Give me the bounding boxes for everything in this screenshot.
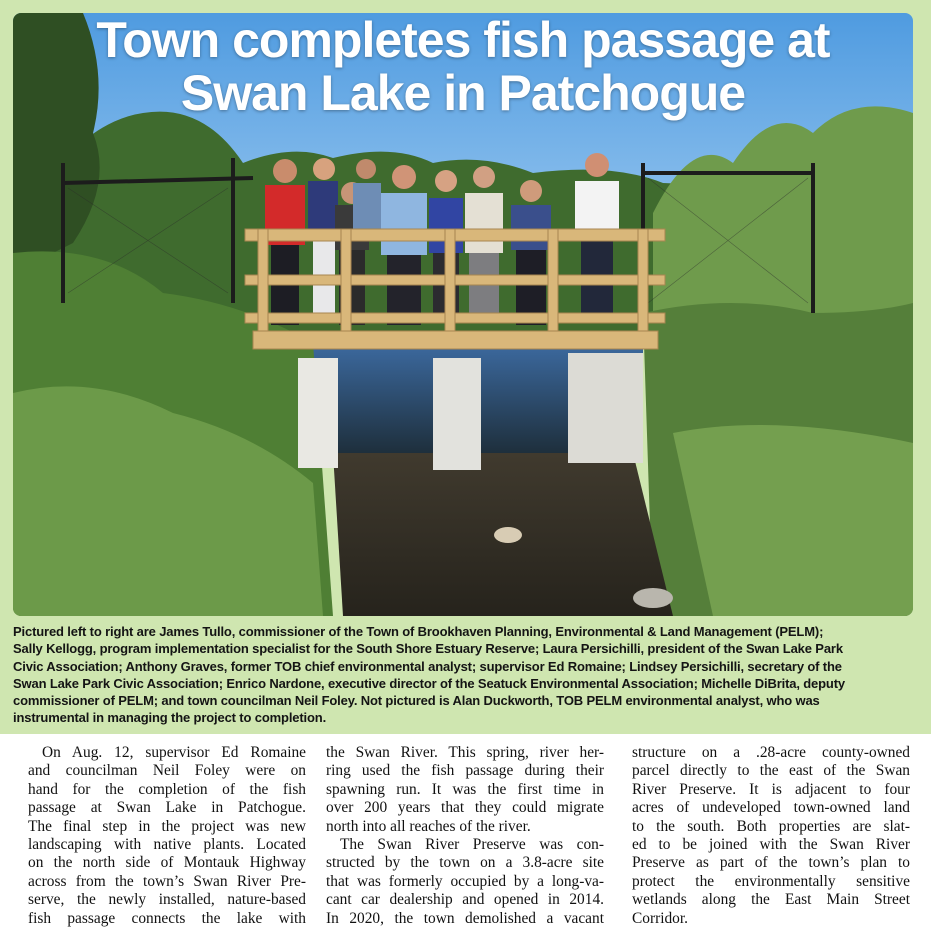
article-line: landscaping with native plants. Located: [28, 836, 306, 854]
article-line: ed to be joined with the Swan River: [632, 836, 910, 854]
article-line: wetlands along the East Main Street: [632, 891, 910, 909]
article-line: spawning run. It was the first time in: [326, 780, 604, 798]
article-line: parcel directly to the east of the Swan: [632, 762, 910, 780]
article-line: The final step in the project was new: [28, 817, 306, 835]
article-line: On Aug. 12, supervisor Ed Romaine: [42, 744, 306, 761]
caption-line: commissioner of PELM; and town councilman Neil Foley. Not pictured is Alan Duckworth, TOB PELM environmental analyst, who was: [13, 693, 820, 709]
article-line: that was formerly occupied by a long-va-: [326, 872, 604, 890]
article-line: Corridor.: [632, 909, 689, 927]
article-line: In 2020, the town demolished a vacant: [326, 909, 604, 927]
caption-line: Civic Association; Anthony Graves, former TOB chief environmental analyst; supervisor Ed Romaine; Lindsey Persichilli, secretary of the: [13, 658, 842, 674]
article-line: passage at Swan Lake in Patchogue.: [28, 799, 306, 817]
article-line: the Swan River. This spring, river her-: [326, 744, 604, 761]
article-line: fish passage connects the lake with: [28, 909, 306, 927]
article-line: ring used the fish passage during their: [326, 762, 604, 780]
article-line: acres of undeveloped town-owned land: [632, 799, 910, 817]
article-line: The Swan River Preserve was con-: [340, 836, 604, 854]
caption-line: Sally Kellogg, program implementation specialist for the South Shore Estuary Reserve; Laura Persichilli, president of the Swan Lake Park: [13, 641, 843, 657]
article-line: over 200 years that they could migrate: [326, 799, 604, 817]
caption-line: instrumental in managing the project to completion.: [13, 710, 327, 726]
article-line: Preserve as part of the town’s plan to: [632, 854, 910, 872]
article-line: cant car dealership and opened in 2014.: [326, 891, 604, 909]
article-line: and councilman Neil Foley were on: [28, 762, 306, 780]
article-line: protect the environmentally sensitive: [632, 872, 910, 890]
article-line: north into all reaches of the river.: [326, 817, 531, 835]
headline: [13, 14, 913, 120]
article-column-3: [632, 744, 910, 928]
article-column-1: [28, 744, 306, 928]
article-line: on the north side of Montauk Highway: [28, 854, 306, 872]
headline-line-2: Swan Lake in Patchogue: [180, 65, 746, 121]
article-line: structed by the town on a 3.8-acre site: [326, 854, 604, 872]
article-line: to the south. Both properties are slat-: [632, 817, 910, 835]
article-line: serve, the newly installed, nature-based: [28, 891, 306, 909]
headline-line-1: Town completes fish passage at: [96, 12, 830, 68]
article-line: River Preserve. It is adjacent to four: [632, 780, 910, 798]
article-line: across from the town’s Swan River Pre-: [28, 872, 306, 890]
photo-caption: [13, 623, 913, 727]
article-line: hand for the completion of the fish: [28, 780, 306, 798]
caption-line: Pictured left to right are James Tullo, commissioner of the Town of Brookhaven Planning, Environmental & Land Management (PELM);: [13, 624, 824, 639]
article-column-2: [326, 744, 604, 928]
article-line: structure on a .28-acre county-owned: [632, 744, 910, 761]
caption-line: Swan Lake Park Civic Association; Enrico Nardone, executive director of the Seatuck Environmental Association; Michelle DiBrita, deputy: [13, 675, 845, 691]
